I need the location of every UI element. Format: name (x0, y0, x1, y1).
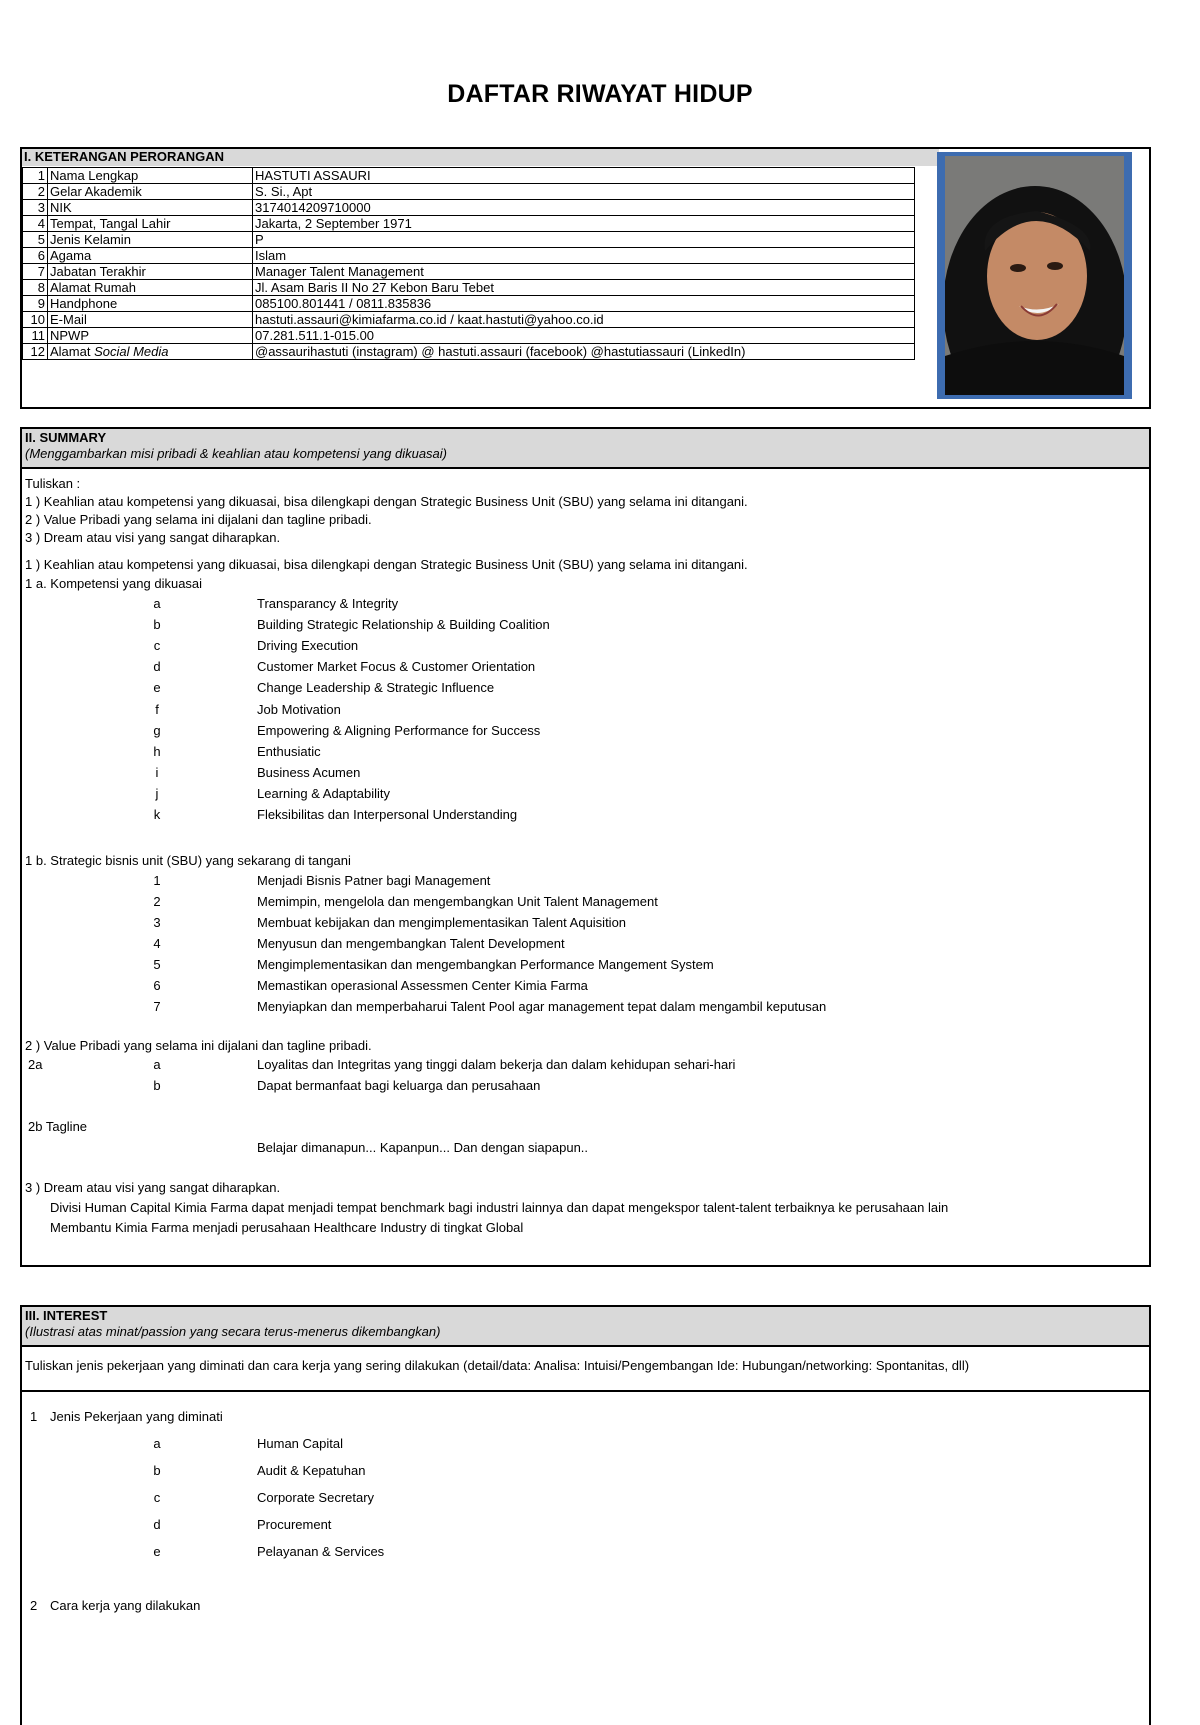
interest-item: Audit & Kepatuhan (257, 1463, 366, 1478)
section-summary-heading: II. SUMMARY (25, 430, 107, 445)
personal-info-row (23, 216, 915, 232)
competency-item: Fleksibilitas dan Interpersonal Understanding (257, 807, 518, 822)
summary-intro-line: 1 ) Keahlian atau kompetensi yang dikuasai, bisa dilengkapi dengan Strategic Business Unit (SBU) yang selama ini ditangani. (25, 494, 748, 509)
row-number: 11 (23, 328, 48, 344)
personal-info-row (23, 184, 915, 200)
sbu-key: 2 (153, 894, 161, 909)
row-value: Manager Talent Management (253, 264, 915, 280)
row-label: Jabatan Terakhir (48, 264, 253, 280)
competency-key: k (153, 807, 161, 822)
row-number: 10 (23, 312, 48, 328)
interest-item: Human Capital (257, 1436, 343, 1451)
interest-item: Corporate Secretary (257, 1490, 375, 1505)
interest-q2-label: Cara kerja yang dilakukan (50, 1598, 201, 1613)
interest-q1-number: 1 (30, 1409, 38, 1424)
competency-item: Building Strategic Relationship & Building Coalition (257, 617, 550, 633)
summary-p2b-label: 2b Tagline (28, 1119, 88, 1134)
personal-info-row (23, 200, 915, 216)
section-personal-heading: I. KETERANGAN PERORANGAN (24, 149, 225, 164)
row-label: Gelar Akademik (48, 184, 253, 200)
row-label: Tempat, Tangal Lahir (48, 216, 253, 232)
interest-q2-number: 2 (30, 1598, 38, 1613)
personal-info-row (23, 232, 915, 248)
profile-photo-illustration (945, 156, 1124, 395)
tagline-text: Belajar dimanapun... Kapanpun... Dan dengan siapapun.. (257, 1140, 589, 1155)
row-label: Nama Lengkap (48, 168, 253, 184)
summary-intro-line: 3 ) Dream atau visi yang sangat diharapkan. (25, 530, 281, 545)
competency-key: j (155, 785, 159, 801)
row-label: Jenis Kelamin (48, 232, 253, 248)
personal-info-row (23, 296, 915, 312)
sbu-key: 4 (153, 936, 161, 951)
competency-key: g (153, 722, 161, 738)
section-interest-subheading: (Ilustrasi atas minat/passion yang secara terus-menerus dikembangkan) (25, 1324, 441, 1339)
personal-info-table (22, 167, 915, 360)
summary-p2-heading: 2 ) Value Pribadi yang selama ini dijalani dan tagline pribadi. (25, 1038, 372, 1053)
row-label-italic: Social Media (94, 344, 169, 359)
row-number: 12 (23, 344, 48, 360)
summary-p1-heading: 1 ) Keahlian atau kompetensi yang dikuasai, bisa dilengkapi dengan Strategic Business Unit (SBU) yang selama ini ditangani. (25, 557, 748, 572)
personal-info-row (23, 344, 915, 360)
row-value: Islam (253, 248, 915, 264)
sbu-key: 7 (153, 999, 161, 1014)
competency-key: c (153, 638, 161, 654)
section-summary-header (22, 429, 1149, 467)
sbu-item: Menjadi Bisnis Patner bagi Management (257, 873, 491, 888)
section-interest (20, 1305, 1151, 1725)
sbu-key: 1 (153, 873, 161, 888)
competency-key: i (155, 764, 159, 780)
competency-item: Empowering & Aligning Performance for Success (257, 722, 541, 738)
interest-instruction: Tuliskan jenis pekerjaan yang diminati dan cara kerja yang sering dilakukan (detail/data: Analisa: Intuisi/Pengembangan Ide: Hubungan/networking: Spontanitas, dll) (25, 1358, 970, 1373)
section-summary-subheading: (Menggambarkan misi pribadi & keahlian atau kompetensi yang dikuasai) (25, 446, 448, 461)
row-value: S. Si., Apt (253, 184, 915, 200)
interest-key: a (153, 1436, 161, 1451)
row-label: Handphone (48, 296, 253, 312)
row-label: E-Mail (48, 312, 253, 328)
sbu-key: 6 (153, 978, 161, 993)
value-item: Dapat bermanfaat bagi keluarga dan perusahaan (257, 1078, 541, 1093)
row-value: 07.281.511.1-015.00 (253, 328, 915, 344)
competency-item: Transparancy & Integrity (257, 596, 399, 611)
section-summary (20, 427, 1151, 1267)
interest-item: Pelayanan & Services (257, 1544, 385, 1559)
personal-info-row (23, 264, 915, 280)
row-number: 2 (23, 184, 48, 200)
competency-item: Change Leadership & Strategic Influence (257, 680, 495, 696)
document-title: DAFTAR RIWAYAT HIDUP (447, 80, 753, 108)
value-key: b (153, 1078, 161, 1093)
row-number: 8 (23, 280, 48, 296)
value-key: a (153, 1057, 161, 1072)
section-interest-header (22, 1307, 1149, 1345)
interest-item: Procurement (257, 1517, 332, 1532)
competency-key: b (153, 617, 161, 633)
profile-photo-frame (937, 152, 1132, 399)
competency-item: Business Acumen (257, 764, 361, 780)
competency-item: Driving Execution (257, 638, 359, 654)
sbu-key: 5 (153, 957, 161, 972)
row-label: NIK (48, 200, 253, 216)
sbu-item: Menyusun dan mengembangkan Talent Development (257, 936, 565, 951)
personal-info-row (23, 280, 915, 296)
row-value: P (253, 232, 915, 248)
row-value: @assaurihastuti (instagram) @ hastuti.assauri (facebook) @hastutiassauri (LinkedIn) (253, 344, 915, 360)
competency-key: d (153, 659, 161, 675)
competency-item: Learning & Adaptability (257, 785, 390, 801)
competency-item: Enthusiatic (257, 743, 321, 759)
sbu-key: 3 (153, 915, 161, 930)
row-value: 3174014209710000 (253, 200, 915, 216)
row-label: Alamat Social Media (48, 344, 253, 360)
competency-key: f (155, 701, 159, 717)
divider (22, 1390, 1149, 1392)
personal-info-row (23, 248, 915, 264)
row-number: 5 (23, 232, 48, 248)
interest-q1-label: Jenis Pekerjaan yang diminati (50, 1409, 223, 1424)
interest-key: b (153, 1463, 161, 1478)
sbu-item: Membuat kebijakan dan mengimplementasikan Talent Aquisition (257, 915, 627, 930)
section-personal-info (20, 147, 1151, 409)
row-number: 1 (23, 168, 48, 184)
row-number: 3 (23, 200, 48, 216)
summary-p3-heading: 3 ) Dream atau visi yang sangat diharapkan. (25, 1180, 281, 1195)
row-number: 9 (23, 296, 48, 312)
competency-item: Customer Market Focus & Customer Orientation (257, 659, 536, 675)
divider (22, 1345, 1149, 1347)
section-interest-heading: III. INTEREST (25, 1308, 108, 1323)
row-number: 7 (23, 264, 48, 280)
personal-info-row (23, 168, 915, 184)
interest-key: c (153, 1490, 161, 1505)
personal-info-row (23, 312, 915, 328)
summary-p2a-label: 2a (28, 1057, 43, 1072)
row-value: hastuti.assauri@kimiafarma.co.id / kaat.hastuti@yahoo.co.id (253, 312, 915, 328)
row-label: NPWP (48, 328, 253, 344)
profile-photo (945, 156, 1124, 395)
competency-key: h (153, 743, 161, 759)
summary-intro-line: Tuliskan : (25, 476, 81, 491)
row-value: HASTUTI ASSAURI (253, 168, 915, 184)
summary-p1a-heading: 1 a. Kompetensi yang dikuasai (25, 576, 203, 591)
dream-line: Divisi Human Capital Kimia Farma dapat menjadi tempat benchmark bagi industri lainnya dan dapat mengekspor talent-talent terbaiknya ke perusahaan lain (50, 1200, 949, 1215)
divider (22, 467, 1149, 469)
row-value: 085100.801441 / 0811.835836 (253, 296, 915, 312)
competency-item: Job Motivation (257, 701, 341, 717)
value-item: Loyalitas dan Integritas yang tinggi dalam bekerja dan dalam kehidupan sehari-hari (257, 1057, 736, 1072)
row-label: Alamat Rumah (48, 280, 253, 296)
competency-key: a (153, 596, 161, 611)
sbu-item: Memastikan operasional Assessmen Center Kimia Farma (257, 978, 588, 993)
row-value: Jl. Asam Baris II No 27 Kebon Baru Tebet (253, 280, 915, 296)
dream-line: Membantu Kimia Farma menjadi perusahaan Healthcare Industry di tingkat Global (50, 1220, 524, 1235)
row-value: Jakarta, 2 September 1971 (253, 216, 915, 232)
competency-key: e (153, 680, 161, 696)
summary-p1b-heading: 1 b. Strategic bisnis unit (SBU) yang sekarang di tangani (25, 853, 351, 868)
section-personal-header (22, 149, 939, 166)
sbu-item: Menyiapkan dan memperbaharui Talent Pool agar management tepat dalam mengambil keputusan (257, 999, 827, 1014)
summary-intro-line: 2 ) Value Pribadi yang selama ini dijalani dan tagline pribadi. (25, 512, 372, 527)
interest-key: d (153, 1517, 161, 1532)
personal-info-row (23, 328, 915, 344)
row-number: 6 (23, 248, 48, 264)
sbu-item: Memimpin, mengelola dan mengembangkan Unit Talent Management (257, 894, 658, 909)
row-number: 4 (23, 216, 48, 232)
row-label: Agama (48, 248, 253, 264)
interest-key: e (153, 1544, 161, 1559)
sbu-item: Mengimplementasikan dan mengembangkan Performance Mangement System (257, 957, 714, 972)
